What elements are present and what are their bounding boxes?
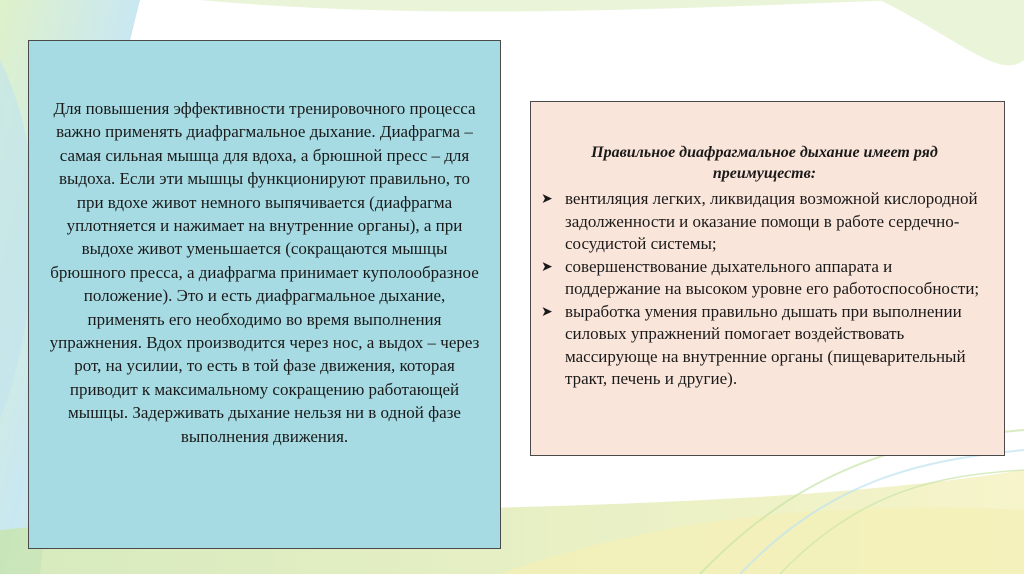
breathing-info-box [28,40,501,549]
arrow-bullet-icon: ➤ [541,191,553,207]
advantages-title: Правильное диафрагмальное дыхание имеет ряд преимуществ: [591,144,938,182]
list-item-text: выработка умения правильно дышать при выполнении силовых упражнений помогает воздействовать массирующе на внутренние органы (пищеварительный тракт, печень и другие). [565,301,966,388]
advantages-list [539,188,990,391]
advantages-box [530,101,1005,456]
breathing-info-text: Для повышения эффективности тренировочного процесса важно применять диафрагмальное дыхание. Диафрагма – самая сильная мышца для вдоха, а брюшной пресс – для выдоха. Если эти мышцы функционируют правильно, то при вдохе живот немного выпячивается (диафрагма уплотняется и нажимает на внутренние органы), а при выдохе живот уменьшается (сокращаются мышцы брюшного пресса, а диафрагма принимает куполообразное положение). Это и есть диафрагмальное дыхание, применять его необходимо во время выполнения упражнения. Вдох производится через нос, а выдох – через рот, на усилии, то есть в той фазе движения, которая приводит к максимальному сокращению работающей мышцы. Задерживать дыхание нельзя ни в одной фазе выполнения движения. [49,98,480,446]
list-item-text: совершенствование дыхательного аппарата и поддержание на высоком уровне его работоспособности; [565,256,980,298]
list-item [539,256,990,301]
arrow-bullet-icon: ➤ [541,303,553,320]
list-item [539,188,990,256]
list-item-text: вентиляция легких, ликвидация возможной кислородной задолженности и оказание помощи в работе сердечно-сосудистой системы; [565,189,978,253]
list-item [539,301,990,391]
arrow-bullet-icon: ➤ [541,258,553,275]
